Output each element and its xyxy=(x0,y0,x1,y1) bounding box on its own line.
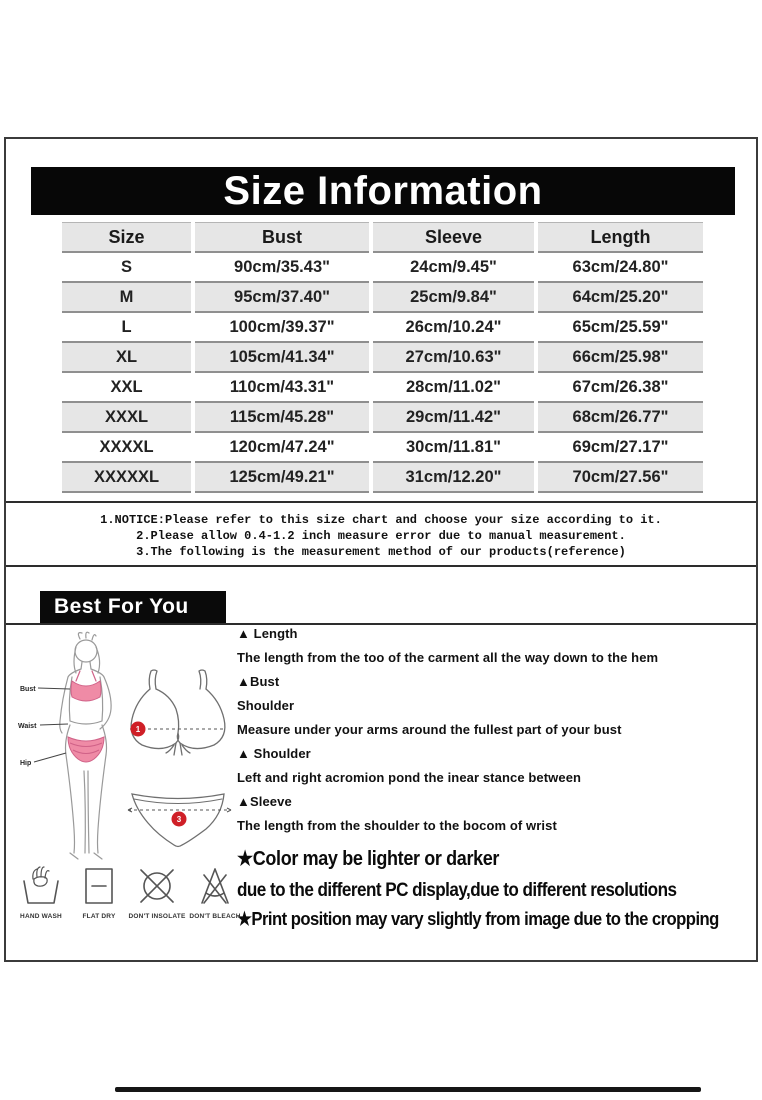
column-header-bust: Bust xyxy=(195,222,369,253)
bra-diagram xyxy=(130,670,226,755)
measurement-cell: 26cm/10.24" xyxy=(373,313,534,343)
figure-label-hip: Hip xyxy=(20,760,32,767)
figure-label-bust: Bust xyxy=(20,686,36,693)
care-label: FLAT DRY xyxy=(82,913,116,920)
care-label: HAND WASH xyxy=(20,913,62,920)
measure-head-length: ▲ Length xyxy=(237,626,298,641)
measure-head-shoulder: ▲ Shoulder xyxy=(237,746,311,761)
best-for-you-label xyxy=(40,591,226,623)
measure-head-sleeve: ▲Sleeve xyxy=(237,794,292,809)
hand-wash-icon xyxy=(19,863,63,909)
measurement-cell: 64cm/25.20" xyxy=(538,283,703,313)
notice-box xyxy=(6,501,756,567)
panties-diagram xyxy=(128,794,231,847)
page-title: Size Information xyxy=(223,169,543,213)
size-cell: M xyxy=(62,283,191,313)
measurement-cell: 120cm/47.24" xyxy=(195,433,369,463)
measurement-cell: 63cm/24.80" xyxy=(538,253,703,283)
disclaimer-color: ★Color may be lighter or darker xyxy=(237,848,500,870)
dont-insolate-icon xyxy=(135,863,179,909)
care-label: DON'T INSOLATE xyxy=(128,913,186,920)
care-label: DON'T BLEACH xyxy=(189,913,241,920)
measurement-notes xyxy=(237,626,761,842)
measurement-cell: 29cm/11.42" xyxy=(373,403,534,433)
measure-desc-shoulder-word: Shoulder xyxy=(237,698,295,713)
size-cell: S xyxy=(62,253,191,283)
measurement-cell: 24cm/9.45" xyxy=(373,253,534,283)
bottom-divider-bar xyxy=(115,1087,701,1092)
bra-marker-number: 1 xyxy=(135,725,141,734)
measurement-cell: 125cm/49.21" xyxy=(195,463,369,493)
notice-line: 2.Please allow 0.4-1.2 inch measure error due to manual measurement. xyxy=(136,529,626,543)
size-cell: XXL xyxy=(62,373,191,403)
panties-marker-number: 3 xyxy=(176,815,182,824)
column-header-length: Length xyxy=(538,222,703,253)
figure-label-waist: Waist xyxy=(18,723,37,730)
measurement-cell: 115cm/45.28" xyxy=(195,403,369,433)
care-item-dont-bleach xyxy=(188,863,242,920)
measurement-cell: 25cm/9.84" xyxy=(373,283,534,313)
disclaimer-display: due to the different PC display,due to different resolutions xyxy=(237,880,677,901)
measurement-cell: 69cm/27.17" xyxy=(538,433,703,463)
measurement-cell: 100cm/39.37" xyxy=(195,313,369,343)
measurement-cell: 65cm/25.59" xyxy=(538,313,703,343)
woman-sketch-figure xyxy=(18,632,111,859)
measurement-cell: 28cm/11.02" xyxy=(373,373,534,403)
size-cell: XXXL xyxy=(62,403,191,433)
notice-line: 3.The following is the measurement method of our products(reference) xyxy=(136,545,626,559)
measurement-cell: 70cm/27.56" xyxy=(538,463,703,493)
measurement-cell: 90cm/35.43" xyxy=(195,253,369,283)
notice-line: 1.NOTICE:Please refer to this size chart and choose your size according to it. xyxy=(100,513,662,527)
measure-desc-length: The length from the too of the carment all the way down to the hem xyxy=(237,650,659,665)
measurement-cell: 95cm/37.40" xyxy=(195,283,369,313)
measure-desc-shoulder: Left and right acromion pond the inear stance between xyxy=(237,770,582,785)
best-for-you-text: Best For You xyxy=(54,595,189,618)
size-cell: XXXXXL xyxy=(62,463,191,493)
size-table xyxy=(62,222,703,493)
flat-dry-icon xyxy=(77,863,121,909)
disclaimer-print: ★Print position may vary slightly from image due to the cropping xyxy=(237,908,719,929)
size-cell: L xyxy=(62,313,191,343)
size-cell: XXXXL xyxy=(62,433,191,463)
measurement-figure-illustration xyxy=(10,629,242,869)
measurement-cell: 31cm/12.20" xyxy=(373,463,534,493)
measurement-cell: 66cm/25.98" xyxy=(538,343,703,373)
chart-frame xyxy=(4,137,758,962)
measurement-cell: 30cm/11.81" xyxy=(373,433,534,463)
measure-desc-bust: Measure under your arms around the fullest part of your bust xyxy=(237,722,622,737)
measurement-cell: 105cm/41.34" xyxy=(195,343,369,373)
care-item-hand-wash xyxy=(14,863,68,920)
title-bar xyxy=(31,167,735,215)
dont-bleach-icon xyxy=(193,863,237,909)
size-cell: XL xyxy=(62,343,191,373)
column-header-sleeve: Sleeve xyxy=(373,222,534,253)
measurement-cell: 110cm/43.31" xyxy=(195,373,369,403)
care-item-dont-insolate xyxy=(130,863,184,920)
measure-desc-sleeve: The length from the shoulder to the bocom of wrist xyxy=(237,818,557,833)
column-header-size: Size xyxy=(62,222,191,253)
measurement-cell: 27cm/10.63" xyxy=(373,343,534,373)
care-item-flat-dry xyxy=(72,863,126,920)
section-divider xyxy=(6,623,756,625)
measure-head-bust: ▲Bust xyxy=(237,674,280,689)
measurement-cell: 67cm/26.38" xyxy=(538,373,703,403)
measurement-cell: 68cm/26.77" xyxy=(538,403,703,433)
care-icons-row xyxy=(14,863,242,920)
